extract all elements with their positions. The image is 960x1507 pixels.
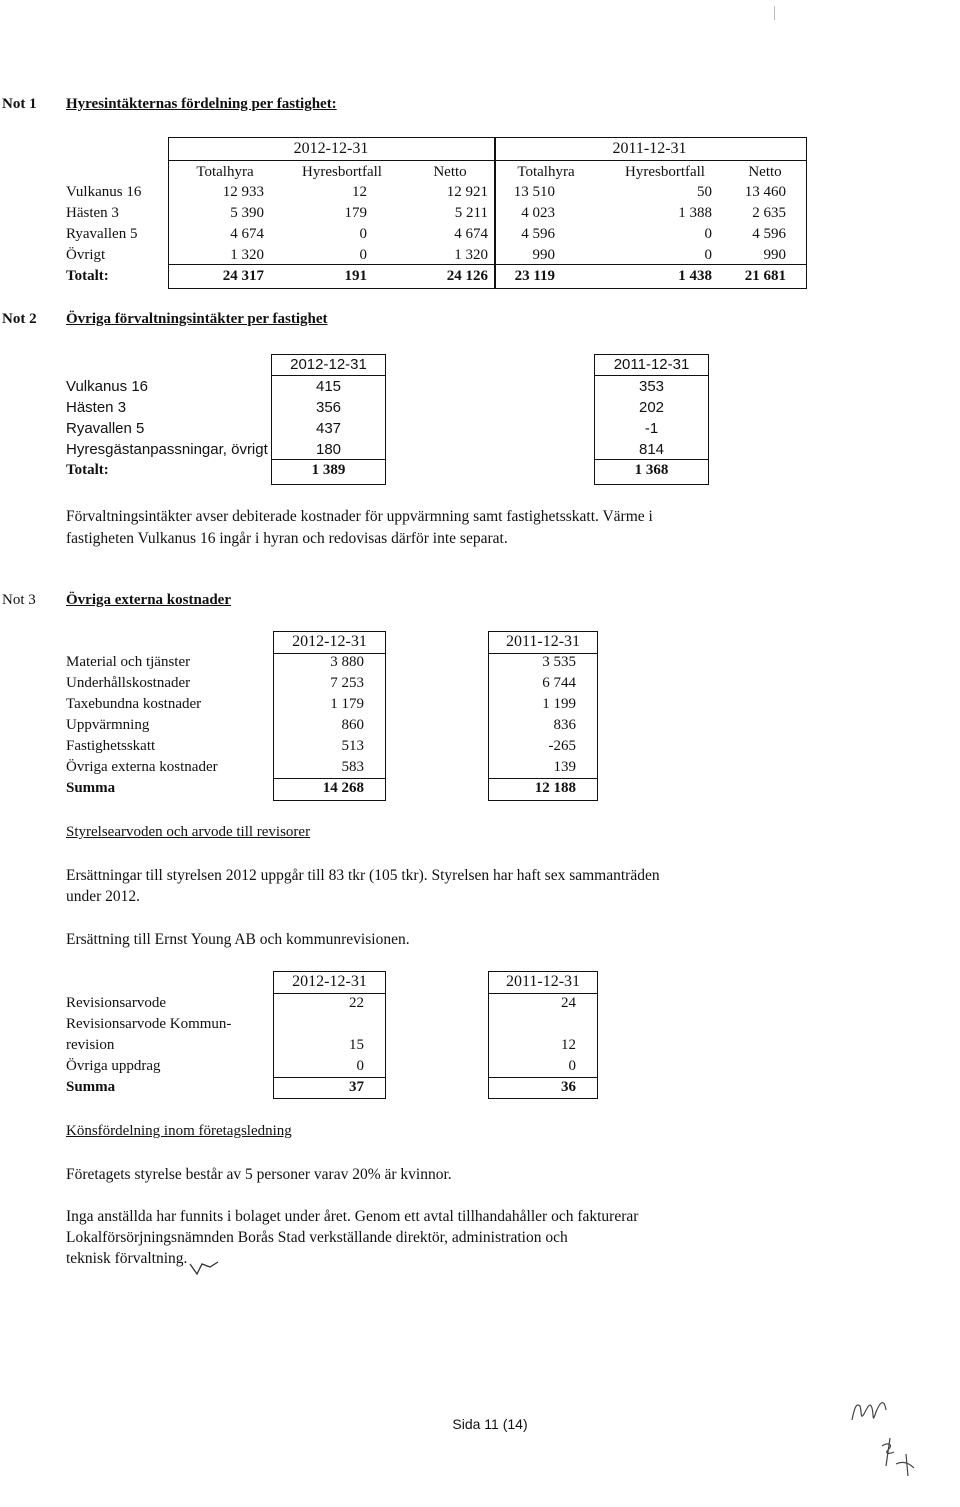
cell: 356 bbox=[315, 399, 342, 416]
cell: 5 390 bbox=[230, 205, 264, 221]
cell: 1 199 bbox=[542, 696, 576, 712]
kon-heading: Könsfördelning inom företagsledning bbox=[66, 1123, 292, 1139]
row-name: Övrigt bbox=[66, 247, 106, 263]
cell: 2 635 bbox=[752, 205, 786, 221]
cell: 15 bbox=[349, 1037, 364, 1053]
cell: 1 320 bbox=[454, 247, 488, 263]
cell: 990 bbox=[763, 247, 786, 263]
divider bbox=[594, 375, 709, 376]
divider bbox=[271, 375, 386, 376]
cell: 12 188 bbox=[534, 780, 576, 796]
cell: 6 744 bbox=[542, 675, 576, 691]
cell: 860 bbox=[341, 717, 364, 733]
cell: 583 bbox=[341, 759, 364, 775]
row-name: Summa bbox=[66, 1079, 116, 1095]
cell: 3 535 bbox=[542, 654, 576, 670]
not2-note-line2: fastigheten Vulkanus 16 ingår i hyran och redovisas därför inte separat. bbox=[66, 530, 508, 547]
row-name: Övriga uppdrag bbox=[66, 1058, 161, 1074]
row-name: Totalt: bbox=[66, 462, 109, 478]
rev-period-2011: 2011-12-31 bbox=[505, 973, 581, 990]
divider bbox=[273, 1077, 386, 1078]
cell: 415 bbox=[315, 378, 342, 395]
cell: 0 bbox=[356, 1058, 364, 1074]
divider bbox=[168, 264, 806, 265]
cell: 1 388 bbox=[678, 205, 712, 221]
cell: 23 119 bbox=[514, 268, 555, 284]
cell: 814 bbox=[638, 441, 665, 458]
cell: 21 681 bbox=[744, 268, 786, 284]
styrelse-line3: Ersättning till Ernst Young AB och kommunrevisionen. bbox=[66, 931, 410, 948]
not2-note-line1: Förvaltningsintäkter avser debiterade kostnader för uppvärmning samt fastighetsskatt. Värme i bbox=[66, 508, 653, 525]
cell: 13 510 bbox=[513, 184, 555, 200]
cell: 4 596 bbox=[521, 226, 555, 242]
page-number: Sida 11 (14) bbox=[452, 1416, 528, 1432]
cell: 4 596 bbox=[752, 226, 786, 242]
divider bbox=[273, 993, 386, 994]
cell: 513 bbox=[341, 738, 364, 754]
styrelse-line1: Ersättningar till styrelsen 2012 uppgår till 83 tkr (105 tkr). Styrelsen har haft sex sammanträden bbox=[66, 867, 660, 884]
row-name: Hyresgästanpassningar, övrigt bbox=[66, 441, 268, 458]
cell: 990 bbox=[532, 247, 555, 263]
kon-line1: Företagets styrelse består av 5 personer varav 20% är kvinnor. bbox=[66, 1166, 452, 1183]
cell: 1 389 bbox=[311, 462, 346, 478]
column-header: Totalhyra bbox=[517, 164, 575, 180]
cell: 0 bbox=[704, 226, 712, 242]
row-name: Uppvärmning bbox=[66, 717, 150, 733]
not3-label: Not 3 bbox=[2, 592, 36, 608]
cell: 12 bbox=[352, 184, 367, 200]
divider bbox=[271, 459, 386, 460]
cell: 1 438 bbox=[678, 268, 712, 284]
row-name: Underhållskostnader bbox=[66, 675, 191, 691]
row-name: Vulkanus 16 bbox=[66, 378, 149, 395]
divider bbox=[488, 778, 598, 779]
cell: 0 bbox=[704, 247, 712, 263]
not2-title: Övriga förvaltningsintäkter per fastighet bbox=[66, 311, 328, 327]
cell: 139 bbox=[553, 759, 576, 775]
cell: 12 933 bbox=[222, 184, 264, 200]
cell: 37 bbox=[349, 1079, 364, 1095]
signature-initials-icon bbox=[838, 1384, 938, 1484]
cell: 202 bbox=[638, 399, 665, 416]
not1-period-2012: 2012-12-31 bbox=[293, 140, 369, 157]
not3-period-2012: 2012-12-31 bbox=[292, 633, 367, 650]
column-header: Netto bbox=[433, 164, 467, 180]
row-name: Material och tjänster bbox=[66, 654, 191, 670]
not1-title: Hyresintäkternas fördelning per fastighet: bbox=[66, 96, 337, 112]
cell: 437 bbox=[315, 420, 342, 437]
kon-line3: Lokalförsörjningsnämnden Borås Stad verkställande direktör, administration och bbox=[66, 1229, 568, 1246]
cell: -1 bbox=[644, 420, 659, 437]
cell: 0 bbox=[568, 1058, 576, 1074]
cell: 0 bbox=[359, 226, 367, 242]
cell: 24 126 bbox=[446, 268, 488, 284]
row-name: Summa bbox=[66, 780, 116, 796]
divider bbox=[273, 778, 386, 779]
column-header: Netto bbox=[748, 164, 782, 180]
row-name: Övriga externa kostnader bbox=[66, 759, 218, 775]
cell: 5 211 bbox=[454, 205, 488, 221]
cell: 24 317 bbox=[222, 268, 264, 284]
rev-period-2012: 2012-12-31 bbox=[292, 973, 367, 990]
styrelse-heading: Styrelsearvoden och arvode till revisorer bbox=[66, 824, 311, 840]
not3-title: Övriga externa kostnader bbox=[66, 592, 231, 608]
kon-line2: Inga anställda har funnits i bolaget under året. Genom ett avtal tillhandahåller och fakturerar bbox=[66, 1208, 639, 1225]
cell: 4 674 bbox=[454, 226, 488, 242]
cell: 14 268 bbox=[322, 780, 364, 796]
cell: 12 bbox=[561, 1037, 576, 1053]
not2-period-2012: 2012-12-31 bbox=[290, 356, 367, 373]
cell: 353 bbox=[638, 378, 665, 395]
row-name: Ryavallen 5 bbox=[66, 420, 145, 437]
cell: 22 bbox=[349, 995, 364, 1011]
row-name: Taxebundna kostnader bbox=[66, 696, 202, 712]
divider bbox=[168, 160, 806, 161]
cell: 13 460 bbox=[744, 184, 786, 200]
styrelse-line2: under 2012. bbox=[66, 888, 141, 905]
cell: 7 253 bbox=[330, 675, 364, 691]
divider bbox=[488, 993, 598, 994]
checkmark-icon bbox=[188, 1258, 222, 1278]
not1-period-2011: 2011-12-31 bbox=[612, 140, 687, 157]
cell: 50 bbox=[697, 184, 712, 200]
cell: 4 674 bbox=[230, 226, 264, 242]
cell: 12 921 bbox=[446, 184, 488, 200]
not1-label: Not 1 bbox=[2, 96, 37, 112]
not2-label: Not 2 bbox=[2, 311, 37, 327]
not3-period-2011: 2011-12-31 bbox=[505, 633, 581, 650]
cell: 1 179 bbox=[330, 696, 364, 712]
row-name: revision bbox=[66, 1037, 115, 1053]
cell: 191 bbox=[344, 268, 367, 284]
cell: 4 023 bbox=[521, 205, 555, 221]
cell: 36 bbox=[561, 1079, 576, 1095]
row-name: Ryavallen 5 bbox=[66, 226, 138, 242]
row-name: Revisionsarvode Kommun- bbox=[66, 1016, 232, 1032]
scan-mark bbox=[774, 6, 775, 20]
row-name: Hästen 3 bbox=[66, 399, 127, 416]
column-header: Hyresbortfall bbox=[302, 164, 382, 180]
cell: 179 bbox=[344, 205, 367, 221]
divider bbox=[488, 1077, 598, 1078]
cell: 1 368 bbox=[634, 462, 669, 478]
row-name: Fastighetsskatt bbox=[66, 738, 156, 754]
row-name: Totalt: bbox=[66, 268, 109, 284]
cell: 836 bbox=[553, 717, 576, 733]
row-name: Revisionsarvode bbox=[66, 995, 166, 1011]
divider bbox=[594, 459, 709, 460]
cell: 24 bbox=[561, 995, 576, 1011]
cell: 1 320 bbox=[230, 247, 264, 263]
cell: 0 bbox=[359, 247, 367, 263]
cell: 180 bbox=[315, 441, 342, 458]
row-name: Vulkanus 16 bbox=[66, 184, 142, 200]
row-name: Hästen 3 bbox=[66, 205, 119, 221]
column-header: Totalhyra bbox=[196, 164, 254, 180]
not2-period-2011: 2011-12-31 bbox=[613, 356, 690, 373]
cell: -265 bbox=[548, 738, 576, 754]
column-header: Hyresbortfall bbox=[625, 164, 705, 180]
kon-line4: teknisk förvaltning. bbox=[66, 1250, 188, 1267]
cell: 3 880 bbox=[330, 654, 364, 670]
